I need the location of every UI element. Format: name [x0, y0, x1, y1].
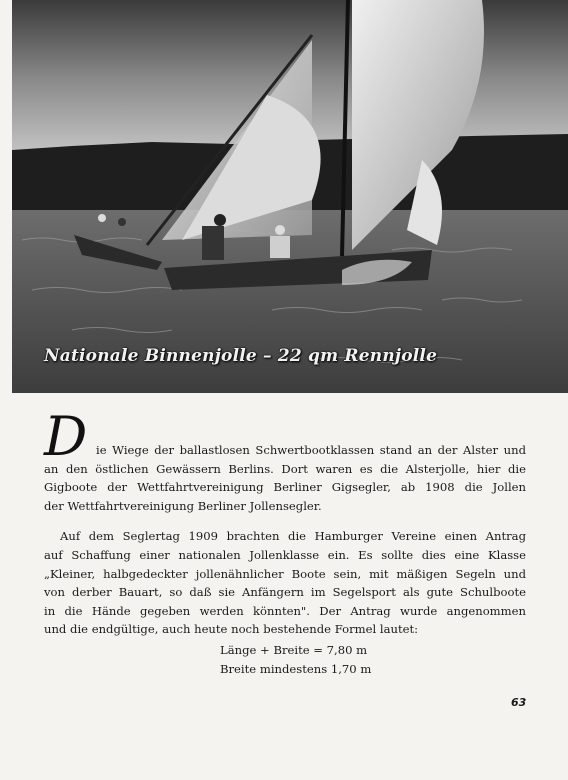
- drop-cap: D: [44, 405, 88, 468]
- paragraph-1: [44, 405, 526, 515]
- sailing-dinghy-photo-icon: [12, 0, 568, 393]
- text-line: und die endgültige, auch heute noch bestehende Formel lautet:: [44, 622, 419, 637]
- text-line: an den östlichen Gewässern Berlins. Dort waren es die Alsterjolle, hier die: [44, 461, 526, 476]
- paragraph-2: [44, 527, 526, 639]
- text-line: Auf dem Seglertag 1909 brachten die Hamburger Vereine einen Antrag: [60, 529, 526, 544]
- page-number: 63: [511, 696, 527, 709]
- text-line: „Kleiner, halbgedeckter jollenähnlicher Boote sein, mit mäßigen Segeln und: [44, 566, 526, 581]
- formula: [44, 641, 526, 678]
- text-line: Gigboote der Wettfahrtvereinigung Berliner Gigsegler, ab 1908 die Jollen: [44, 480, 526, 495]
- text-line: ie Wiege der ballastlosen Schwertbootklassen stand an der Alster und: [96, 443, 526, 457]
- text-line: auf Schaffung einer nationalen Jollenklasse ein. Es sollte dies eine Klasse: [44, 547, 526, 562]
- text-line: der Wettfahrtvereinigung Berliner Jollensegler.: [44, 498, 322, 513]
- sailing-photo: [12, 0, 568, 393]
- text-line: von derber Bauart, so daß sie Anfängern im Segelsport als gute Schulboote: [44, 585, 526, 600]
- formula-line-2: Breite mindestens 1,70 m: [220, 661, 372, 676]
- formula-line-1: Länge + Breite = 7,80 m: [220, 642, 368, 657]
- photo-caption: Nationale Binnenjolle – 22 qm Rennjolle: [44, 346, 438, 366]
- text-line: in die Hände gegeben werden könnten". Der Antrag wurde angenommen: [44, 603, 526, 618]
- body-text: [44, 405, 526, 678]
